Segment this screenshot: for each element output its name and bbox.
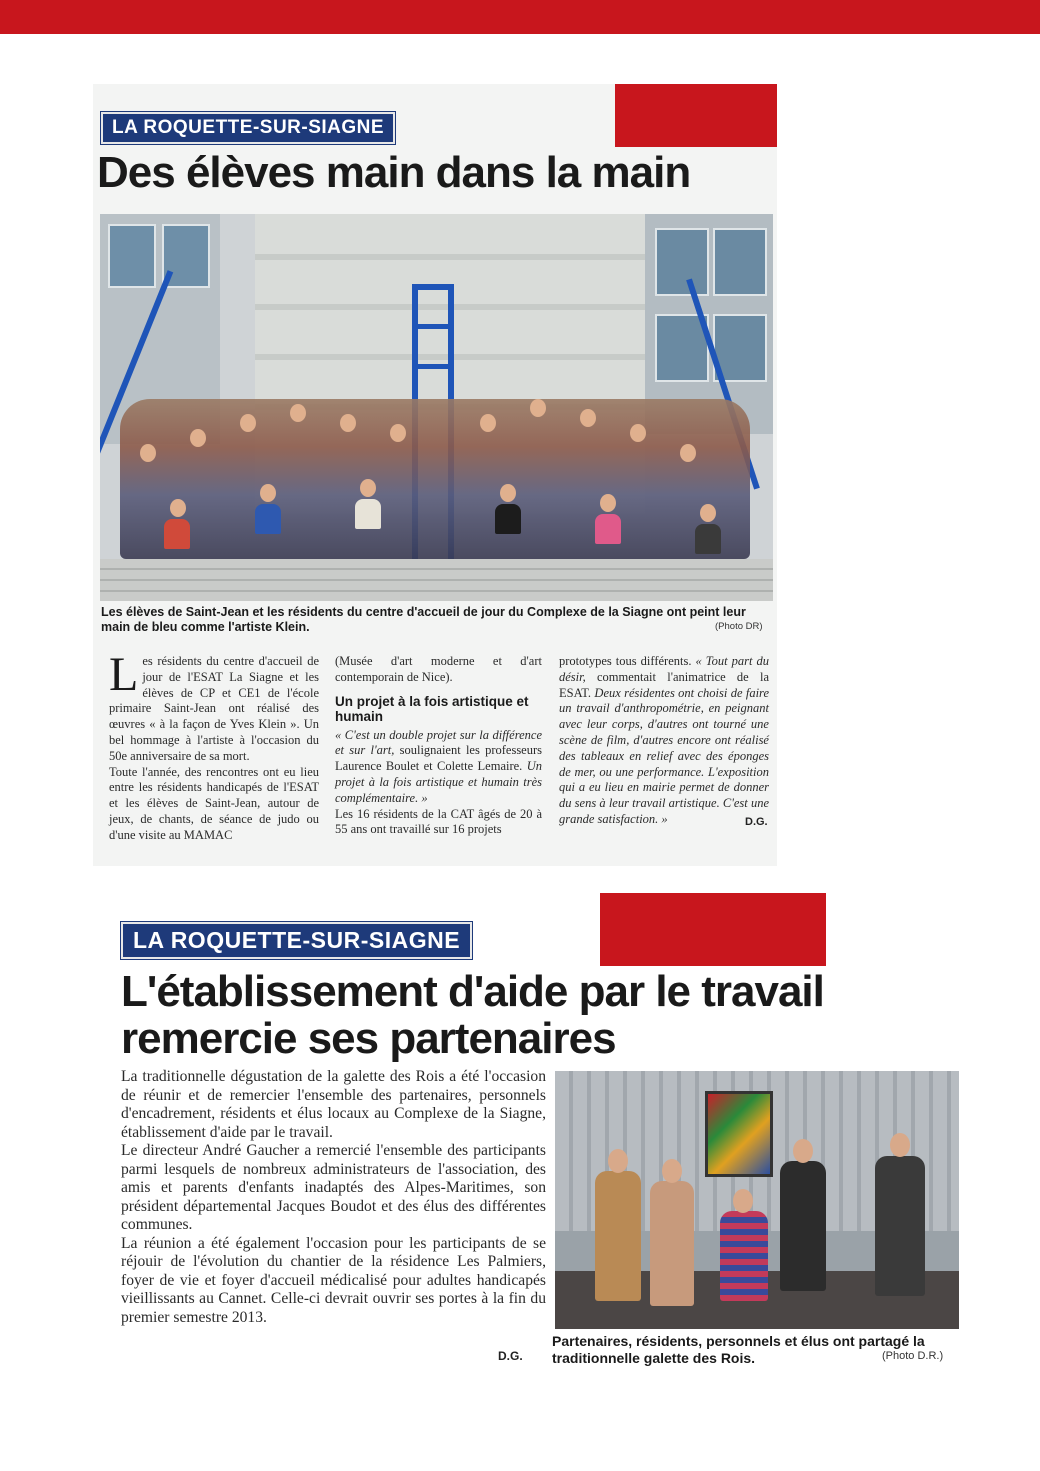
headline-line-2: remercie ses partenaires	[121, 1014, 616, 1063]
crowd	[120, 399, 750, 559]
person	[662, 1159, 682, 1183]
text-column-1	[109, 648, 319, 844]
person	[495, 504, 521, 534]
person	[480, 414, 496, 432]
person	[255, 504, 281, 534]
person	[650, 1181, 694, 1306]
drop-cap: L	[109, 648, 139, 701]
photo-caption: Partenaires, résidents, personnels et élus ont partagé la traditionnelle galette des Rois.	[552, 1333, 925, 1366]
person	[780, 1161, 826, 1291]
person	[170, 499, 186, 517]
person	[530, 399, 546, 417]
paragraph	[559, 654, 769, 828]
person	[260, 484, 276, 502]
person	[190, 429, 206, 447]
blue-railing	[412, 324, 454, 329]
paragraph	[335, 728, 542, 807]
newspaper-clipping-2	[118, 918, 960, 1380]
person	[290, 404, 306, 422]
facade-line	[255, 254, 645, 260]
person	[630, 424, 646, 442]
person	[355, 499, 381, 529]
headline	[121, 968, 824, 1062]
person	[720, 1211, 768, 1301]
text-column-3	[559, 654, 769, 828]
text: prototypes tous différents.	[559, 654, 692, 668]
paragraph: Toute l'année, des rencontres ont eu lieu entre les résidents handicapés de l'ESAT et les élèves de Saint-Jean, autour de jeux, de chants, de séance de judo ou d'une visite au MAMAC	[109, 764, 319, 842]
paragraph: es résidents du centre d'accueil de jour de l'ESAT La Siagne et les élèves de CP et CE1 de l'école primaire Saint-Jean ont réalisé des œuvres « à la façon de Yves Klein ». Un bel hommage à l'artiste à l'occasion du 50e anniversaire de sa mort.	[109, 654, 319, 763]
person	[390, 424, 406, 442]
paragraph: Le directeur André Gaucher a remercié l'ensemble des participants parmi lesquels de nombreux administrateurs de l'association, des amis et parents d'enfants inadaptés des Alpes-Maritimes, son président départemental Jacques Boudot et des élus des différentes communes.	[121, 1142, 546, 1233]
quote: « C'est un double projet sur la différence et sur l'art,	[335, 727, 542, 758]
paragraph: (Musée d'art moderne et d'art contemporain de Nice).	[335, 654, 542, 684]
window	[713, 228, 767, 296]
person	[890, 1133, 910, 1157]
person	[164, 519, 190, 549]
location-tag: LA ROQUETTE-SUR-SIAGNE	[101, 112, 395, 144]
top-red-bar	[0, 0, 1040, 34]
redaction-box	[615, 84, 777, 147]
location-tag: LA ROQUETTE-SUR-SIAGNE	[121, 922, 472, 959]
person	[608, 1149, 628, 1173]
subheading: Un projet à la fois artistique et humain	[335, 693, 529, 724]
paragraph: La réunion a été également l'occasion pour les participants de se réjouir de l'évolution du chantier de la résidence Les Palmiers, foyer de vie et foyer d'accueil médicalisé pour adultes handicapés vieillissants au Cannet. Celle-ci devrait ouvrir ses portes à la fin du premier semestre 2013.	[121, 1234, 546, 1326]
paragraph: Les 16 résidents de la CAT âgés de 20 à 55 ans ont travaillé sur 16 projets	[335, 806, 542, 837]
person	[500, 484, 516, 502]
person	[340, 414, 356, 432]
article-body	[121, 1068, 546, 1327]
blue-railing	[412, 364, 454, 369]
author-signature: D.G.	[745, 816, 768, 828]
blue-railing	[412, 284, 454, 290]
text-column-2	[335, 654, 542, 838]
headline: Des élèves main dans la main	[97, 148, 691, 197]
window	[655, 228, 709, 296]
photo-credit: (Photo D.R.)	[882, 1350, 944, 1362]
person	[595, 514, 621, 544]
photo-credit: (Photo DR)	[715, 621, 763, 632]
person	[680, 444, 696, 462]
person	[695, 524, 721, 554]
person	[733, 1189, 753, 1213]
person	[600, 494, 616, 512]
stairs	[100, 559, 773, 601]
event-photo	[555, 1071, 959, 1329]
quote: Deux résidentes ont choisi de faire un travail d'anthropométrie, en peignant avec leur corps, d'autres ont tourné une scène de film, d'autres encore ont réalisé des tableaux en relief avec des éponges de mer, ou une performance. L'exposition qui a eu lieu en mairie permet de donner du sens à leur travail artistique. C'est une grande satisfaction. »	[559, 685, 769, 826]
person	[580, 409, 596, 427]
paragraph: La traditionnelle dégustation de la galette des Rois a été l'occasion de réunir et de remercier l'ensemble des partenaires, personnels d'encadrement, résidents et élus locaux au Complexe de la Siagne, établissement d'aide par le travail.	[121, 1068, 546, 1141]
newspaper-clipping-1	[93, 84, 777, 866]
quote: « Tout part du désir,	[559, 654, 769, 684]
person	[700, 504, 716, 522]
article-body	[109, 648, 769, 854]
person	[595, 1171, 641, 1301]
photo-caption: Les élèves de Saint-Jean et les résidents du centre d'accueil de jour du Complexe de la Siagne ont peint leur main de bleu comme l'artiste Klein.	[101, 605, 746, 634]
headline-line-1: L'établissement d'aide par le travail	[121, 967, 824, 1016]
painting	[705, 1091, 773, 1177]
text: soulignaient les professeurs Laurence Boulet et Colette Lemaire.	[335, 743, 543, 774]
text: commentait l'animatrice de la ESAT.	[559, 669, 769, 700]
person	[875, 1156, 925, 1296]
person	[140, 444, 156, 462]
author-signature: D.G.	[498, 1349, 523, 1363]
person	[360, 479, 376, 497]
group-photo	[100, 214, 773, 601]
quote: Un projet à la fois artistique et humain très complémentaire. »	[335, 759, 542, 805]
person	[793, 1139, 813, 1163]
window	[108, 224, 156, 288]
person	[240, 414, 256, 432]
